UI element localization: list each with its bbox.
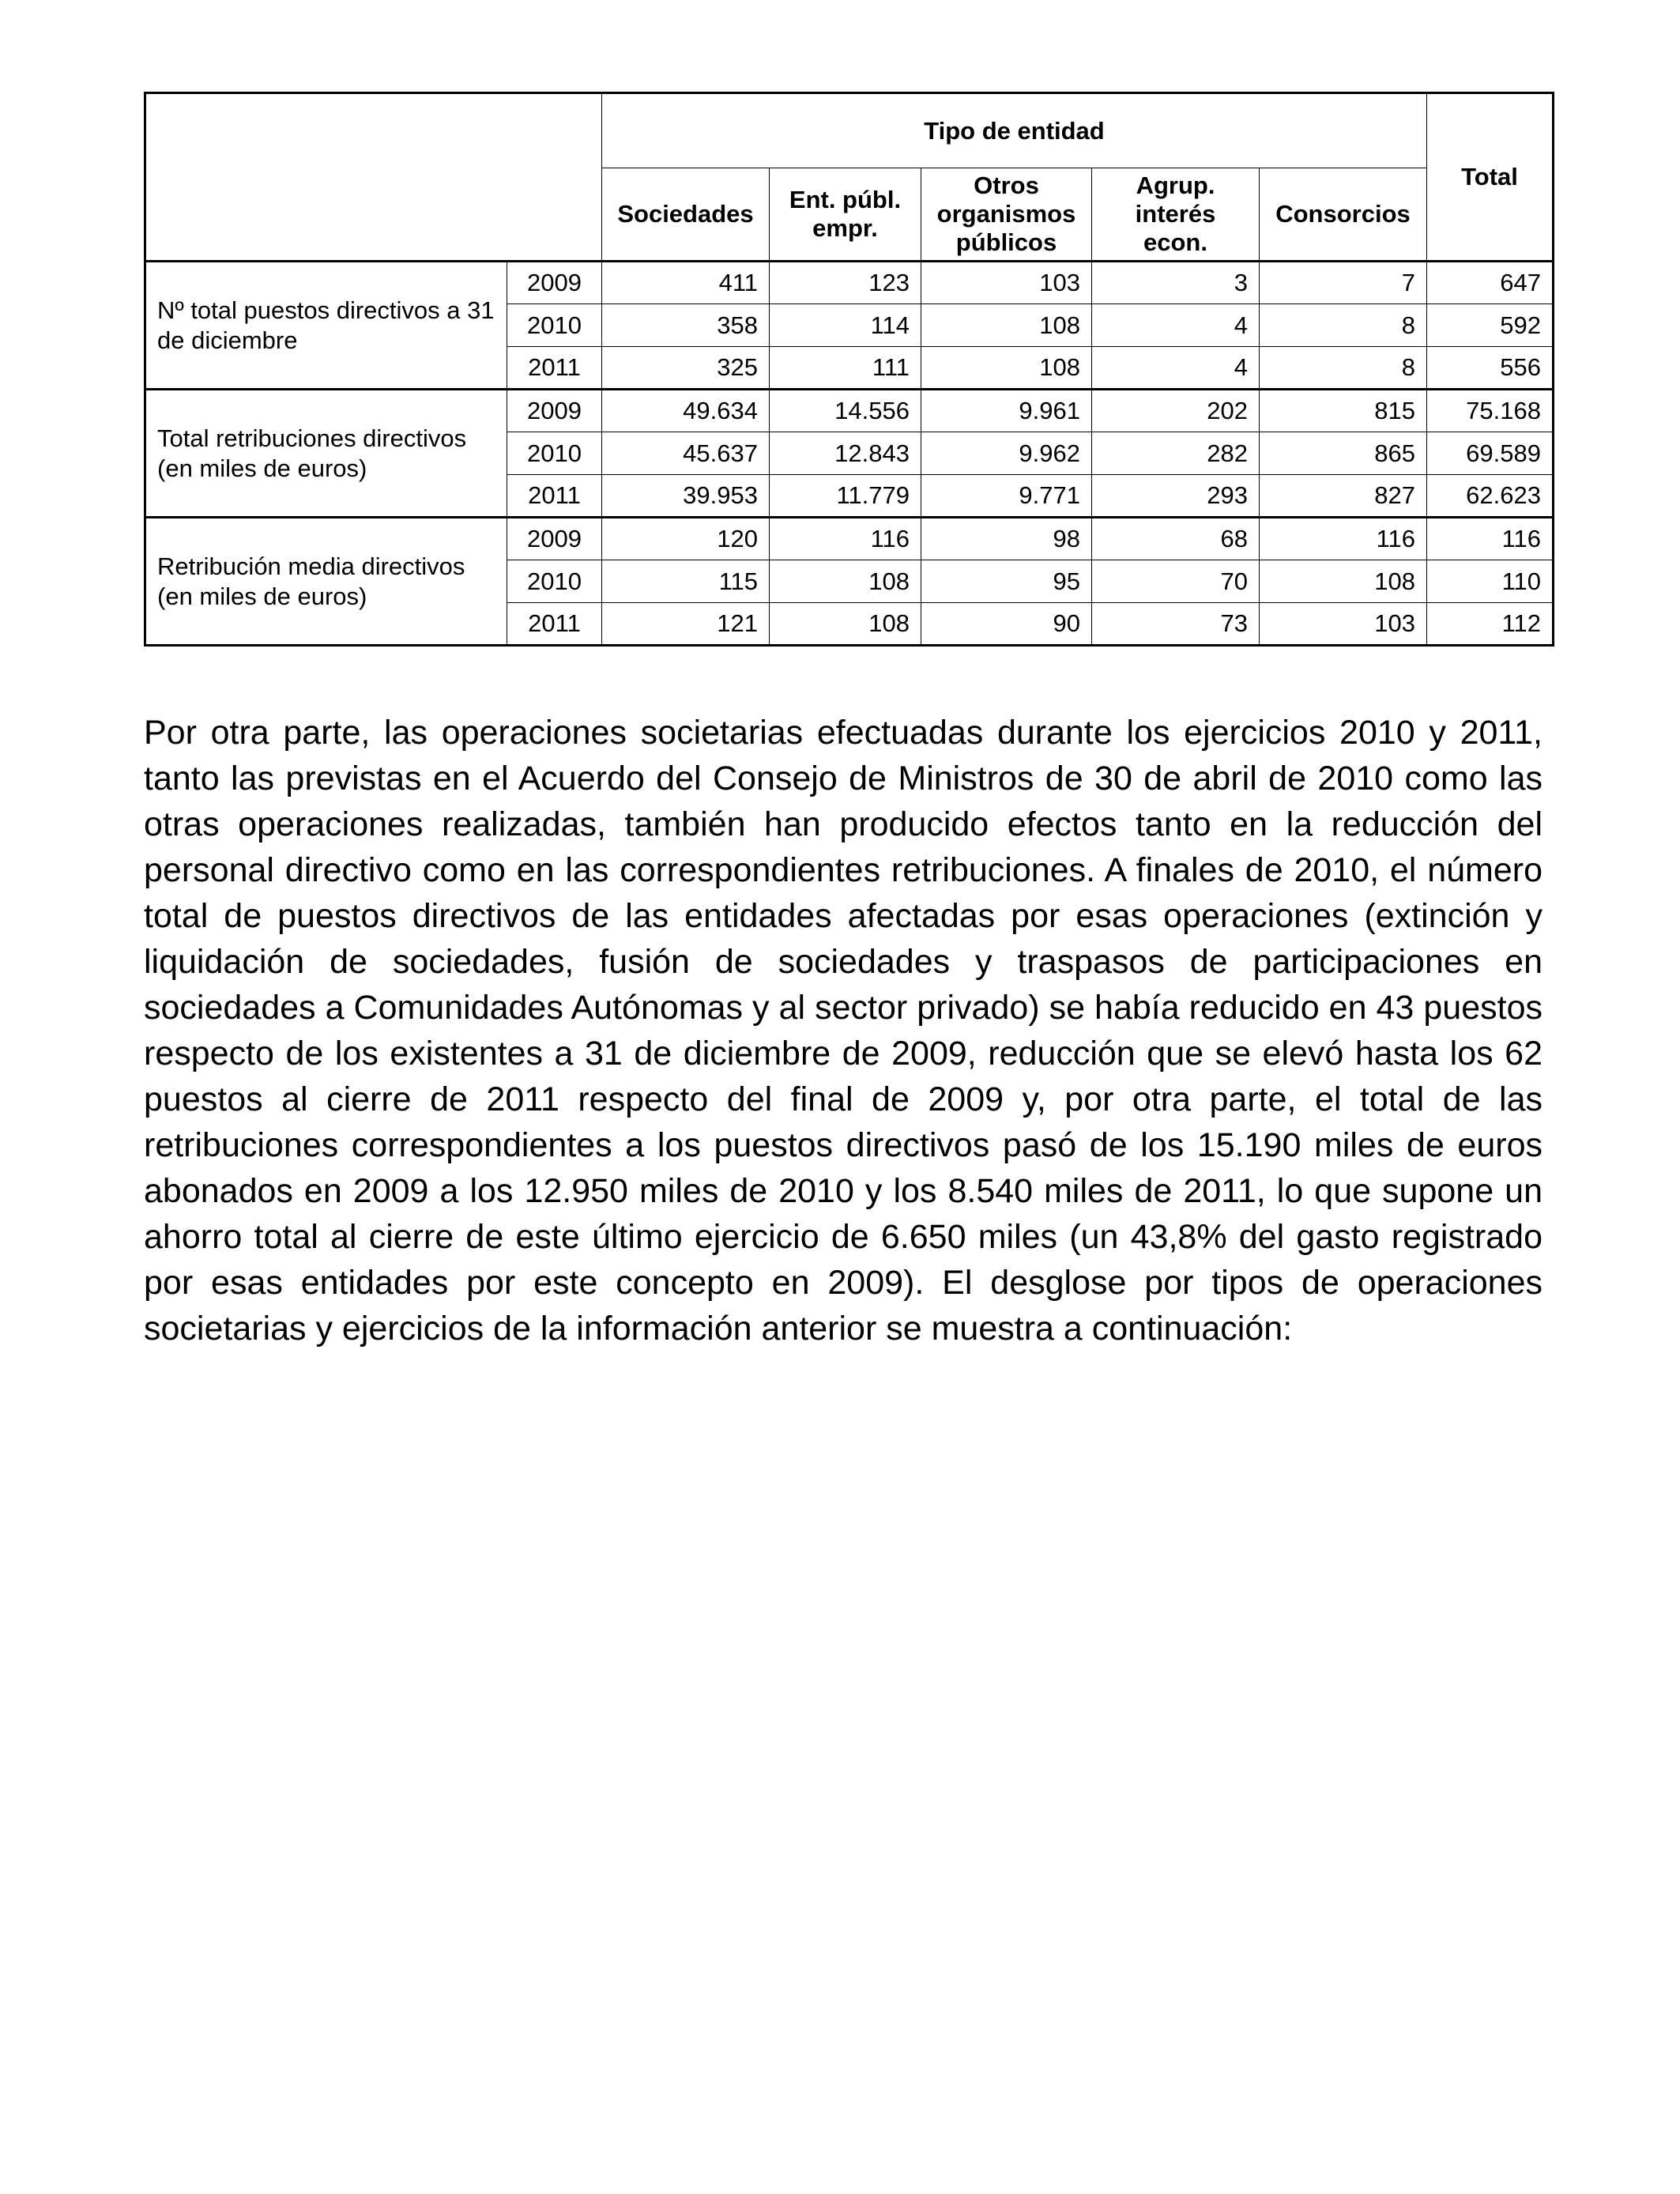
- value-cell: 103: [921, 262, 1092, 304]
- total-cell: 62.623: [1427, 475, 1554, 518]
- row-group-label: Total retribuciones directivos (en miles de euros): [145, 390, 507, 518]
- value-cell: 11.779: [770, 475, 921, 518]
- column-header-total: Total: [1427, 93, 1554, 262]
- year-cell: 2010: [507, 304, 602, 347]
- value-cell: 108: [770, 603, 921, 646]
- year-cell: 2009: [507, 262, 602, 304]
- value-cell: 95: [921, 560, 1092, 603]
- group-header-tipo-de-entidad: Tipo de entidad: [602, 93, 1427, 168]
- value-cell: 411: [602, 262, 770, 304]
- value-cell: 103: [1260, 603, 1427, 646]
- value-cell: 8: [1260, 304, 1427, 347]
- column-header-ent-publ-empr: Ent. públ. empr.: [770, 168, 921, 262]
- year-cell: 2010: [507, 432, 602, 475]
- corner-cell: [145, 93, 602, 262]
- total-cell: 647: [1427, 262, 1554, 304]
- value-cell: 7: [1260, 262, 1427, 304]
- row-group-label: Nº total puestos directivos a 31 de diciembre: [145, 262, 507, 390]
- value-cell: 108: [770, 560, 921, 603]
- total-cell: 69.589: [1427, 432, 1554, 475]
- year-cell: 2009: [507, 390, 602, 432]
- value-cell: 121: [602, 603, 770, 646]
- value-cell: 358: [602, 304, 770, 347]
- value-cell: 73: [1092, 603, 1260, 646]
- column-header-sociedades: Sociedades: [602, 168, 770, 262]
- year-cell: 2011: [507, 347, 602, 390]
- column-header-consorcios: Consorcios: [1260, 168, 1427, 262]
- total-cell: 75.168: [1427, 390, 1554, 432]
- table-row: [145, 390, 1554, 432]
- row-group-label: Retribución media directivos (en miles de euros): [145, 518, 507, 646]
- value-cell: 90: [921, 603, 1092, 646]
- table-row: [145, 262, 1554, 304]
- value-cell: 115: [602, 560, 770, 603]
- value-cell: 116: [1260, 518, 1427, 560]
- column-header-agrup-interes: Agrup. interés econ.: [1092, 168, 1260, 262]
- total-cell: 556: [1427, 347, 1554, 390]
- value-cell: 202: [1092, 390, 1260, 432]
- value-cell: 4: [1092, 304, 1260, 347]
- value-cell: 120: [602, 518, 770, 560]
- value-cell: 815: [1260, 390, 1427, 432]
- value-cell: 282: [1092, 432, 1260, 475]
- value-cell: 45.637: [602, 432, 770, 475]
- table-row: [145, 518, 1554, 560]
- value-cell: 8: [1260, 347, 1427, 390]
- value-cell: 293: [1092, 475, 1260, 518]
- value-cell: 114: [770, 304, 921, 347]
- total-cell: 592: [1427, 304, 1554, 347]
- value-cell: 9.961: [921, 390, 1092, 432]
- value-cell: 111: [770, 347, 921, 390]
- value-cell: 3: [1092, 262, 1260, 304]
- value-cell: 4: [1092, 347, 1260, 390]
- body-paragraph: Por otra parte, las operaciones societarias efectuadas durante los ejercicios 2010 y 2011, tanto las previstas en el Acuerdo del Consejo de Ministros de 30 de abril de 2010 como las otras operaciones realizadas, también han producido efectos tanto en la reducción del personal directivo como en las correspondientes retribuciones. A finales de 2010, el número total de puestos directivos de las entidades afectadas por esas operaciones (extinción y liquidación de sociedades, fusión de sociedades y traspasos de participaciones en sociedades a Comunidades Autónomas y al sector privado) se había reducido en 43 puestos respecto de los existentes a 31 de diciembre de 2009, reducción que se elevó hasta los 62 puestos al cierre de 2011 respecto del final de 2009 y, por otra parte, el total de las retribuciones correspondientes a los puestos directivos pasó de los 15.190 miles de euros abonados en 2009 a los 12.950 miles de 2010 y los 8.540 miles de 2011, lo que supone un ahorro total al cierre de este último ejercicio de 6.650 miles (un 43,8% del gasto registrado por esas entidades por este concepto en 2009). El desglose por tipos de operaciones societarias y ejercicios de la información anterior se muestra a continuación:: [144, 714, 1543, 1348]
- value-cell: 865: [1260, 432, 1427, 475]
- value-cell: 123: [770, 262, 921, 304]
- value-cell: 827: [1260, 475, 1427, 518]
- value-cell: 68: [1092, 518, 1260, 560]
- total-cell: 116: [1427, 518, 1554, 560]
- value-cell: 9.771: [921, 475, 1092, 518]
- value-cell: 70: [1092, 560, 1260, 603]
- column-header-otros-organismos: Otros organismos públicos: [921, 168, 1092, 262]
- year-cell: 2009: [507, 518, 602, 560]
- table-body: [145, 262, 1554, 646]
- value-cell: 108: [921, 304, 1092, 347]
- statistics-table: [144, 92, 1554, 647]
- value-cell: 39.953: [602, 475, 770, 518]
- year-cell: 2010: [507, 560, 602, 603]
- value-cell: 98: [921, 518, 1092, 560]
- value-cell: 49.634: [602, 390, 770, 432]
- value-cell: 12.843: [770, 432, 921, 475]
- year-cell: 2011: [507, 603, 602, 646]
- value-cell: 116: [770, 518, 921, 560]
- value-cell: 14.556: [770, 390, 921, 432]
- value-cell: 325: [602, 347, 770, 390]
- total-cell: 112: [1427, 603, 1554, 646]
- year-cell: 2011: [507, 475, 602, 518]
- total-cell: 110: [1427, 560, 1554, 603]
- value-cell: 9.962: [921, 432, 1092, 475]
- value-cell: 108: [921, 347, 1092, 390]
- value-cell: 108: [1260, 560, 1427, 603]
